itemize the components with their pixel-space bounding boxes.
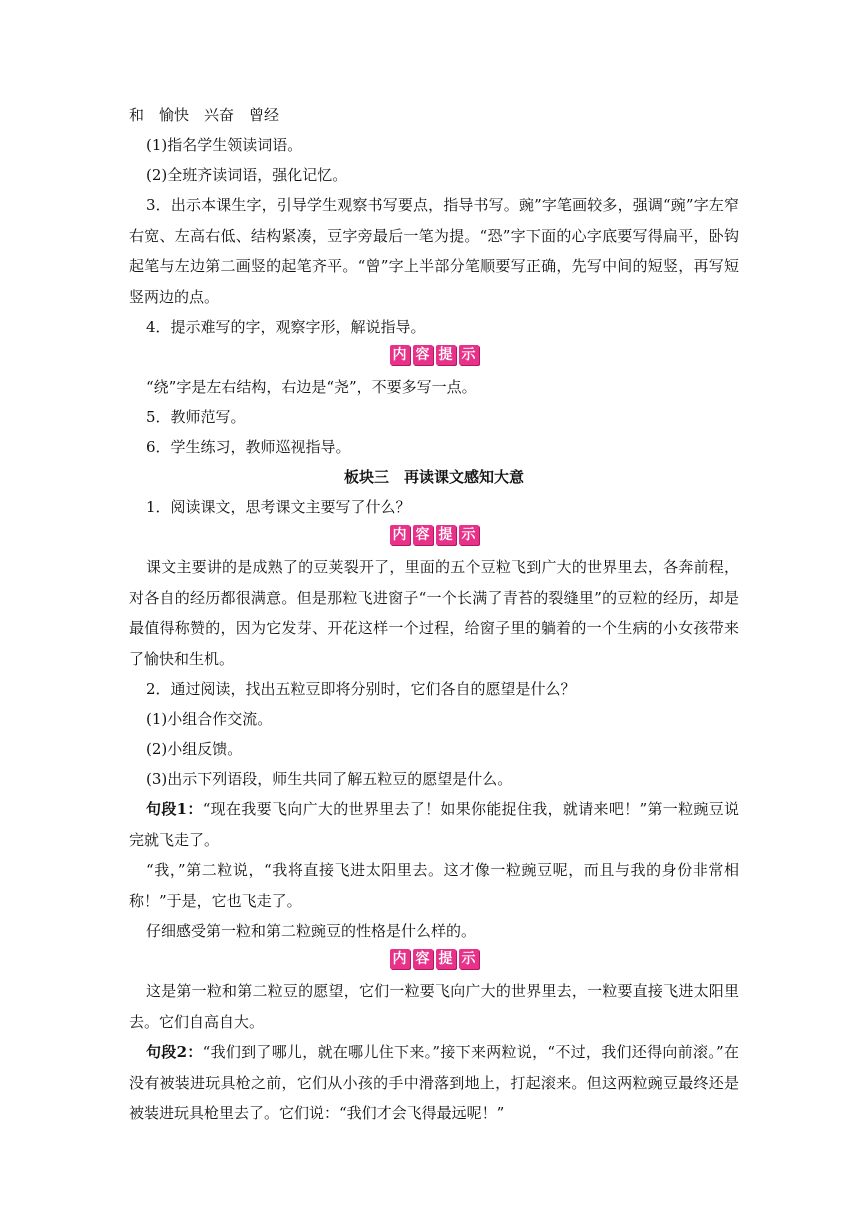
question-text: 2．通过阅读，找出五粒豆即将分别时，它们各自的愿望是什么？	[146, 680, 576, 698]
step-text: (1)指名学生领读词语。	[146, 136, 303, 154]
passage-label: 句段1：	[146, 800, 203, 818]
tip-text: “绕”字是左右结构，右边是“尧”，不要多写一点。	[146, 378, 477, 396]
step-text: (2)全班齐读词语，强化记忆。	[146, 166, 348, 184]
question-text: 1．阅读课文，思考课文主要写了什么？	[146, 498, 411, 516]
lesson-plan-content	[129, 100, 739, 1129]
instruction-text: 仔细感受第一粒和第二粒豌豆的性格是什么样的。	[146, 922, 477, 940]
badge-char: 容	[413, 525, 433, 545]
step-text: 4．提示难写的字，观察字形，解说指导。	[146, 318, 426, 336]
vocab-line: 和 愉快 兴奋 曾经	[129, 106, 280, 124]
badge-char: 示	[459, 949, 479, 969]
content-tip-badge	[129, 946, 739, 976]
badge-char: 示	[459, 345, 479, 365]
step-text: (2)小组反馈。	[146, 740, 243, 758]
step-text: 6．学生练习，教师巡视指导。	[146, 438, 351, 456]
section-heading: 板块三 再读课文感知大意	[343, 468, 524, 486]
paragraph: 3．出示本课生字，引导学生观察书写要点，指导书写。豌”字笔画较多，强调“豌”字左窄右宽、左高右低、结构紧凑，豆字旁最后一笔为提。“恐”字下面的心字底要写得扁平，卧钩起笔与左边第二画竖的起笔齐平。“曾”字上半部分笔顺要写正确，先写中间的短竖，再写短竖两边的点。	[129, 196, 739, 306]
badge-char: 容	[413, 949, 433, 969]
step-text: (3)出示下列语段，师生共同了解五粒豆的愿望是什么。	[146, 770, 513, 788]
badge-char: 示	[459, 525, 479, 545]
badge-char: 容	[413, 345, 433, 365]
step-text: (1)小组合作交流。	[146, 710, 273, 728]
badge-char: 提	[436, 525, 456, 545]
badge-char: 提	[436, 949, 456, 969]
passage-2	[129, 1037, 739, 1129]
passage-text: “我们到了哪儿，就在哪儿住下来。”接下来两粒说，“不过，我们还得向前滚。”在没有被装进玩具枪之前，它们从小孩的手中滑落到地上，打起滚来。但这两粒豌豆最终还是被装进玩具枪里去了。它们说：“我们才会飞得最远呢！”	[129, 1043, 740, 1122]
tip-paragraph: 这是第一粒和第二粒豆的愿望，它们一粒要飞向广大的世界里去，一粒要直接飞进太阳里去。它们自高自大。	[129, 982, 739, 1031]
content-tip-badge	[129, 342, 739, 372]
badge-char: 内	[390, 525, 410, 545]
passage-text: “我，”第二粒说，“我将直接飞进太阳里去。这才像一粒豌豆呢，而且与我的身份非常相称！”于是，它也飞走了。	[129, 861, 739, 910]
content-tip-badge	[129, 522, 739, 552]
badge-char: 内	[390, 345, 410, 365]
step-text: 5．教师范写。	[146, 408, 246, 426]
tip-paragraph: 课文主要讲的是成熟了的豆荚裂开了，里面的五个豆粒飞到广大的世界里去，各奔前程，对各自的经历都很满意。但是那粒飞进窗子“一个长满了青苔的裂缝里”的豆粒的经历，却是最值得称赞的，因为它发芽、开花这样一个过程，给窗子里的躺着的一个生病的小女孩带来了愉快和生机。	[129, 558, 739, 668]
badge-char: 内	[390, 949, 410, 969]
passage-text: “现在我要飞向广大的世界里去了！如果你能捉住我，就请来吧！”第一粒豌豆说完就飞走了。	[129, 800, 740, 849]
passage-1	[129, 794, 739, 855]
badge-char: 提	[436, 345, 456, 365]
passage-label: 句段2：	[146, 1043, 203, 1061]
